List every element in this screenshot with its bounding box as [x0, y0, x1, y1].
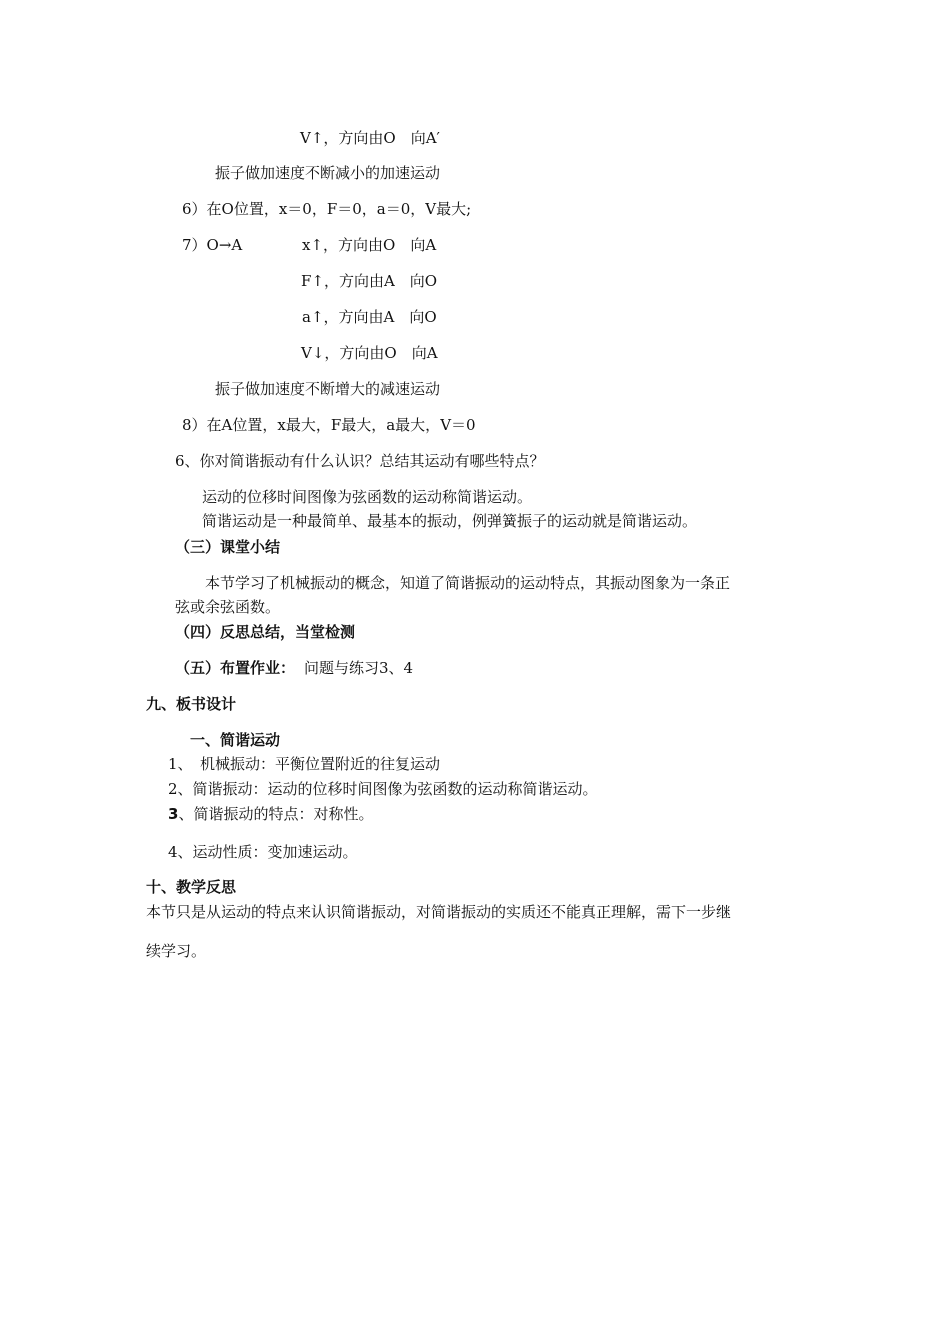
list-item: [168, 804, 373, 824]
paragraph-line: 本节只是从运动的特点来认识简谐振动，对简谐振动的实质还不能真正理解，需下一步继: [146, 903, 732, 921]
list-item: 1、 机械振动：平衡位置附近的往复运动: [168, 755, 441, 773]
text-line: 运动的位移时间图像为弦函数的运动称简谐运动。: [202, 488, 533, 506]
board-title: 一、简谐运动: [190, 731, 281, 749]
list-item-number: 3: [168, 805, 179, 823]
text-line: 简谐运动是一种最简单、最基本的振动，例弹簧振子的运动就是简谐运动。: [202, 512, 698, 530]
chapter-heading: 十、教学反思: [146, 878, 237, 896]
question-line: 6、你对简谐振动有什么认识？总结其运动有哪些特点？: [175, 452, 545, 470]
text-line: 振子做加速度不断增大的减速运动: [215, 380, 441, 398]
section-heading: （三）课堂小结: [175, 538, 281, 556]
text-line: 振子做加速度不断减小的加速运动: [215, 164, 441, 182]
section-heading: （五）布置作业：: [175, 659, 296, 677]
text-line: F↑，方向由A 向O: [301, 272, 438, 290]
list-item-text: 、简谐振动的特点：对称性。: [178, 805, 374, 823]
list-item: 2、简谐振动：运动的位移时间图像为弦函数的运动称简谐运动。: [168, 780, 598, 798]
text-line: 6）在O位置，x＝0，F＝0，a＝0，V最大;: [182, 200, 472, 218]
text-line: a↑，方向由A 向O: [302, 308, 437, 326]
paragraph-line: 弦或余弦函数。: [175, 598, 281, 616]
paragraph-line: 本节学习了机械振动的概念，知道了简谐振动的运动特点，其振动图象为一条正: [205, 574, 731, 592]
text-line: 7）O→A: [182, 236, 243, 254]
list-item: 4、运动性质：变加速运动。: [168, 843, 358, 861]
text-line: 问题与练习3、4: [304, 659, 414, 677]
section-heading: （四）反思总结，当堂检测: [175, 623, 356, 641]
text-line: 8）在A位置，x最大，F最大，a最大，V＝0: [182, 416, 476, 434]
text-line: x↑，方向由O 向A: [302, 236, 437, 254]
text-line: V↓，方向由O 向A: [301, 344, 438, 362]
paragraph-line: 续学习。: [146, 942, 207, 960]
text-line: V↑，方向由O 向A′: [300, 129, 440, 147]
chapter-heading: 九、板书设计: [146, 695, 237, 713]
